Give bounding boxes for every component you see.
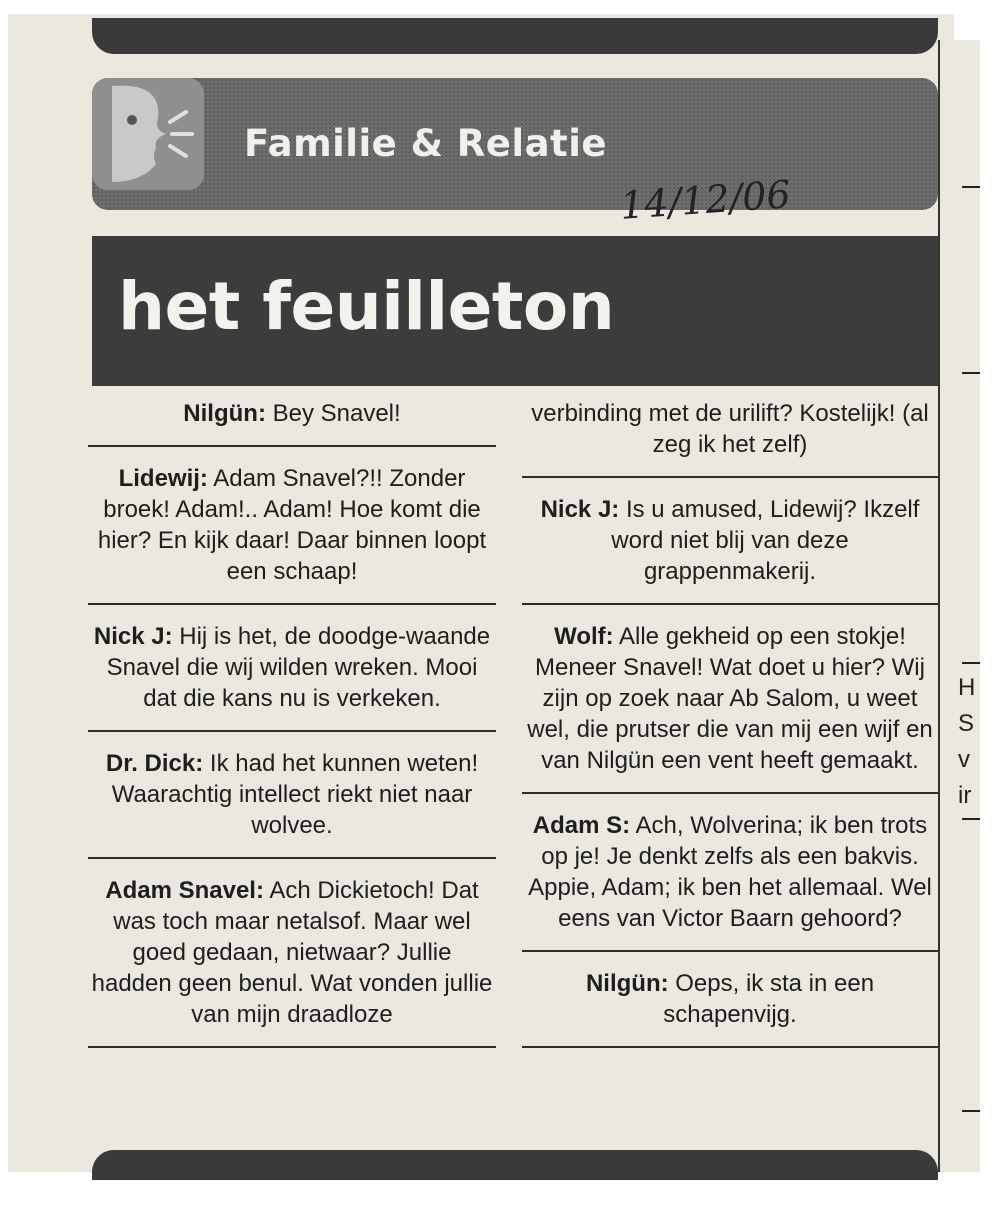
speaker-name: Nick J: — [540, 496, 620, 523]
section-title: Familie & Relatie — [244, 122, 607, 165]
speaker-name: Nilgün: — [585, 970, 669, 997]
dialogue-text: Bey Snavel! — [265, 400, 401, 427]
margin-fragment: S — [958, 710, 975, 737]
face-profile-icon — [92, 78, 204, 190]
divider — [522, 1046, 938, 1048]
bottom-border-bar — [92, 1150, 938, 1180]
speaker-name: Nick J: — [93, 623, 173, 650]
speaker-name: Wolf: — [554, 623, 614, 650]
margin-rule — [962, 818, 980, 820]
divider — [522, 950, 938, 952]
divider — [522, 603, 938, 605]
dialogue-text: Is u amused, Lidewij? Ikzelf word niet blij van deze grappenmakerij. — [611, 496, 920, 585]
dialogue-entry — [88, 869, 496, 1036]
divider — [88, 857, 496, 859]
left-column — [88, 392, 496, 1058]
divider — [88, 445, 496, 447]
divider — [88, 730, 496, 732]
speaker-name: Nilgün: — [183, 400, 266, 427]
speaker-name: Dr. Dick: — [105, 750, 204, 777]
margin-fragment: ir — [958, 782, 972, 809]
dialogue-entry — [522, 488, 938, 593]
dialogue-entry — [88, 392, 496, 435]
speaker-name: Lidewij: — [118, 465, 208, 492]
dialogue-entry — [522, 392, 938, 466]
dialogue-entry — [522, 615, 938, 782]
margin-fragment: v — [958, 746, 970, 773]
top-border-bar — [92, 18, 938, 54]
dialogue-text: verbinding met de urilift? Kostelijk! (al zeg ik het zelf) — [531, 400, 929, 458]
dialogue-entry — [88, 457, 496, 593]
margin-rule — [962, 662, 980, 664]
margin-rule — [962, 372, 980, 374]
dialogue-text: Ach Dickietoch! Dat was toch maar netalsof. Maar wel goed gedaan, nietwaar? Jullie hadden geen benul. Wat vonden jullie van mijn draadloze — [91, 877, 493, 1028]
right-column — [522, 392, 938, 1058]
adjacent-column-edge — [938, 40, 980, 1172]
dialogue-entry — [522, 962, 938, 1036]
dialogue-text: Ach, Wolverina; ik ben trots op je! Je denkt zelfs als een bakvis. Appie, Adam; ik ben het allemaal. Wel eens van Victor Baarn gehoord? — [528, 812, 932, 932]
divider — [522, 476, 938, 478]
dialogue-text: Adam Snavel?!! Zonder broek! Adam!.. Adam! Hoe komt die hier? En kijk daar! Daar binnen loopt een schaap! — [97, 465, 487, 585]
dialogue-text: Alle gekheid op een stokje! Meneer Snavel! Wat doet u hier? Wij zijn op zoek naar Ab Salom, u weet wel, die prutser die van mij een wijf en van Nilgün een vent heeft gemaakt. — [527, 623, 933, 774]
margin-rule — [962, 1110, 980, 1112]
dialogue-text: Oeps, ik sta in een schapenvijg. — [663, 970, 875, 1028]
dialogue-text: Ik had het kunnen weten! Waarachtig intellect riekt niet naar wolvee. — [111, 750, 479, 839]
margin-rule — [962, 186, 980, 188]
divider — [88, 603, 496, 605]
speaker-name: Adam S: — [532, 812, 631, 839]
speaker-name: Adam Snavel: — [105, 877, 264, 904]
dialogue-text: Hij is het, de doodge-waande Snavel die wij wilden wreken. Mooi dat die kans nu is verkeken. — [106, 623, 491, 712]
handwritten-date: 14/12/06 — [618, 172, 792, 228]
article-title: het feuilleton — [118, 268, 615, 345]
divider — [88, 1046, 496, 1048]
dialogue-entry — [88, 615, 496, 720]
dialogue-entry — [88, 742, 496, 847]
margin-fragment: H — [958, 674, 976, 701]
divider — [522, 792, 938, 794]
dialogue-entry — [522, 804, 938, 940]
